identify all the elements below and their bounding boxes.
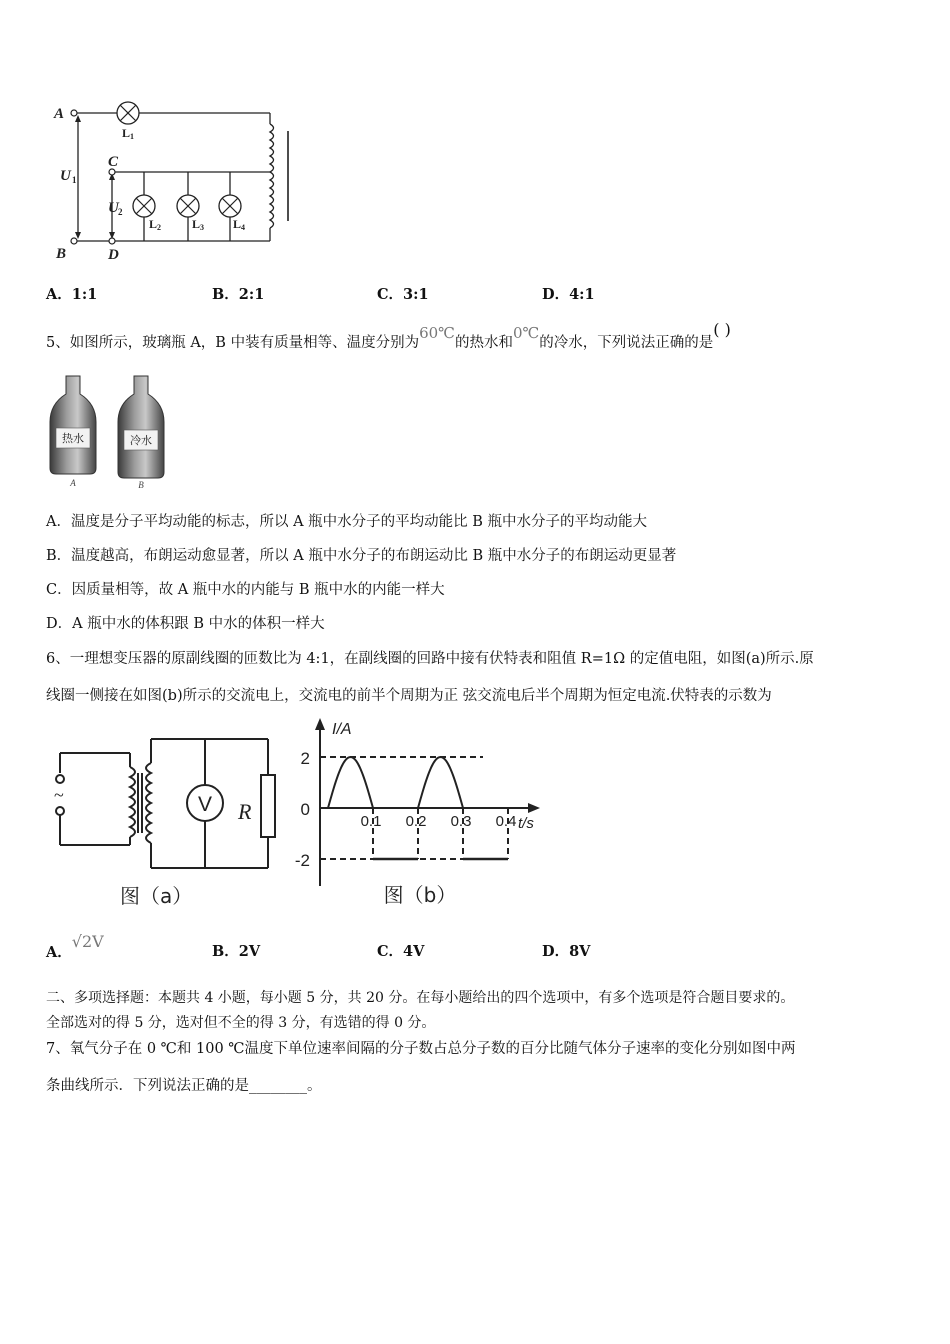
q5-stem-part1: 5、如图所示，玻璃瓶 A，B 中装有质量相等、温度分别为 [46, 335, 420, 351]
q4-option-d[interactable] [542, 285, 595, 305]
q4-option-c-letter: C． [377, 286, 404, 303]
q6-option-c-text: 4V [403, 943, 425, 960]
figure-a-caption: 图（a） [120, 884, 193, 908]
bottle-b-caption: B [138, 480, 144, 490]
q6-figure-b-chart [290, 716, 550, 916]
q6-option-b[interactable] [212, 942, 260, 962]
y-tick-label-1: 0 [300, 800, 310, 819]
q4-option-a[interactable] [46, 285, 97, 305]
series-sine-half-2 [418, 757, 463, 808]
resistor-icon [261, 775, 275, 837]
q5-option-b[interactable]: B．温度越高，布朗运动愈显著，所以 A 瓶中水分子的布朗运动比 B 瓶中水分子的布朗运动更显著 [46, 548, 677, 564]
label-l3: L [192, 217, 201, 231]
q4-option-b-letter: B． [212, 286, 239, 303]
label-l2: L [149, 217, 158, 231]
y-axis-arrow-icon [315, 718, 325, 730]
q6-option-d[interactable] [542, 942, 590, 962]
q6-option-b-text: 2V [238, 943, 261, 960]
q4-option-a-letter: A． [46, 286, 72, 303]
q6-option-c[interactable] [377, 942, 424, 962]
q4-option-d-text: 4:1 [569, 286, 595, 303]
q5-stem [46, 320, 731, 353]
q7-stem-line1: 7、氧气分子在 0 ℃和 100 ℃温度下单位速率间隔的分子数占总分子数的百分比随气体分子速率的变化分别如图中两 [46, 1041, 796, 1057]
bottle-b-icon [118, 376, 164, 478]
bottle-a-label: 热水 [62, 432, 84, 445]
q5-option-d[interactable]: D．A 瓶中水的体积跟 B 中水的体积一样大 [46, 616, 325, 632]
label-u2: U [108, 200, 119, 216]
label-u1-sub: 1 [72, 175, 77, 185]
voltmeter-label: V [197, 793, 213, 816]
source-symbol: ~ [54, 785, 64, 805]
label-l1: L [122, 126, 131, 140]
q5-bottles-figure [44, 372, 184, 492]
section2-heading-line1: 二、多项选择题：本题共 4 小题，每小题 5 分，共 20 分。在每小题给出的四个选项中，有多个选项是符合题目要求的。 [46, 990, 795, 1006]
q6-option-c-letter: C． [377, 943, 404, 960]
lamp-l1-icon [117, 102, 139, 124]
y-tick-label-0: 2 [300, 749, 310, 768]
q4-option-b[interactable] [212, 285, 264, 305]
voltmeter-icon [187, 785, 223, 821]
section2-heading-line2: 全部选对的得 5 分，选对但不全的得 3 分，有选错的得 0 分。 [46, 1015, 436, 1031]
q4-option-c[interactable] [377, 285, 429, 305]
x-axis-label: t/s [518, 815, 534, 832]
q4-option-a-text: 1:1 [71, 286, 98, 303]
q6-option-a-letter: A． [46, 944, 72, 961]
lamp-l4-icon [219, 195, 241, 217]
label-a: A [54, 106, 65, 122]
x-tick-label-2: 0.3 [450, 813, 472, 830]
x-tick-label-3: 0.4 [495, 813, 517, 830]
q5-stem-part3: 的冷水，下列说法正确的是 [539, 335, 714, 351]
bottle-a-caption: A [70, 478, 76, 488]
q4-option-d-letter: D． [542, 286, 570, 303]
resistor-label: R [238, 799, 252, 824]
label-l1-sub: 1 [130, 132, 134, 141]
figure-b-caption: 图（b） [383, 883, 457, 907]
label-b: B [56, 246, 67, 262]
label-l3-sub: 3 [200, 223, 204, 232]
label-u2-sub: 2 [118, 207, 123, 217]
q5-option-c[interactable]: C．因质量相等，故 A 瓶中水的内能与 B 瓶中水的内能一样大 [46, 582, 445, 598]
q4-option-c-text: 3:1 [403, 286, 429, 303]
q7-stem-line2: 条曲线所示．下列说法正确的是________。 [46, 1078, 322, 1094]
q5-option-a[interactable]: A．温度是分子平均动能的标志，所以 A 瓶中水分子的平均动能比 B 瓶中水分子的平均动能大 [46, 514, 648, 530]
x-axis-arrow-icon [528, 803, 540, 813]
q5-stem-part2: 的热水和 [454, 335, 513, 351]
q6-option-d-letter: D． [542, 943, 570, 960]
q6-stem-line1: 6、一理想变压器的原副线圈的匝数比为 4:1，在副线圈的回路中接有伏特表和阻值 R=1Ω 的定值电阻，如图(a)所示.原 [46, 651, 814, 667]
label-l2-sub: 2 [157, 223, 161, 232]
bottle-b-label: 冷水 [130, 434, 152, 447]
q4-option-b-text: 2:1 [238, 286, 265, 303]
x-tick-label-0: 0.1 [360, 813, 382, 830]
lamp-l2-icon [133, 195, 155, 217]
q5-temp-cold: 0℃ [512, 324, 540, 342]
q6-option-a-text: √2V [71, 932, 104, 951]
x-tick-label-1: 0.2 [405, 813, 427, 830]
label-d: D [108, 247, 119, 263]
label-u1: U [60, 168, 71, 184]
series-sine-half-1 [328, 757, 373, 808]
q5-temp-hot: 60℃ [419, 324, 455, 342]
y-tick-label-2: -2 [294, 851, 310, 870]
q6-figure-a-circuit [48, 733, 288, 913]
q6-option-d-text: 8V [569, 943, 591, 960]
label-l4-sub: 4 [241, 223, 245, 232]
label-c: C [108, 154, 119, 170]
q6-stem-line2: 线圈一侧接在如图(b)所示的交流电上，交流电的前半个周期为正 弦交流电后半个周期为恒定电流.伏特表的示数为 [46, 688, 772, 704]
label-l4: L [233, 217, 242, 231]
q5-answer-bracket: ( ) [713, 320, 731, 339]
bottle-a-icon [50, 376, 96, 474]
y-axis-label: I/A [332, 721, 352, 738]
q6-option-a[interactable] [46, 932, 104, 963]
q6-option-b-letter: B． [212, 943, 239, 960]
lamp-l3-icon [177, 195, 199, 217]
q4-transformer-circuit-figure [48, 96, 308, 266]
